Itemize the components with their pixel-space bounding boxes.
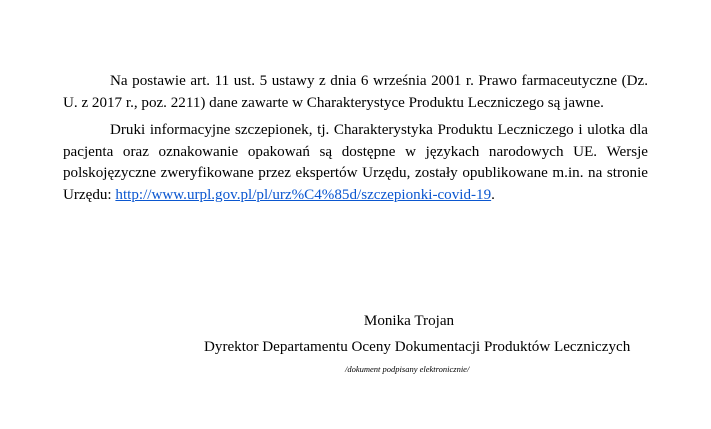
paragraph-information-text: Druki informacyjne szczepionek, tj. Charakterystyka Produktu Leczniczego i ulotka dla pacjenta oraz oznakowanie opakowań są dostępne w językach narodowych UE. Wersje polskojęzyczne zweryfikowane przez ekspertów Urzędu, zostały opublikowane m.in. na stronie Urzędu: bbox=[63, 122, 648, 203]
document-body bbox=[63, 71, 648, 212]
urpl-covid-vaccines-link[interactable]: http://www.urpl.gov.pl/pl/urz%C4%85d/szczepionki-covid-19 bbox=[115, 186, 492, 203]
paragraph-legal-basis: Na postawie art. 11 ust. 5 ustawy z dnia 6 września 2001 r. Prawo farmaceutyczne (Dz. U. z 2017 r., poz. 2211) dane zawarte w Charakterystyce Produktu Leczniczego są jawne. bbox=[63, 73, 648, 111]
paragraph-information-leaflets bbox=[63, 120, 648, 206]
signatory-name: Monika Trojan bbox=[363, 313, 455, 329]
electronic-signature-note: /dokument podpisany elektronicznie/ bbox=[345, 364, 470, 374]
signatory-title: Dyrektor Departamentu Oceny Dokumentacji Produktów Leczniczych bbox=[204, 339, 631, 355]
paragraph-end-punctuation: . bbox=[491, 186, 495, 203]
